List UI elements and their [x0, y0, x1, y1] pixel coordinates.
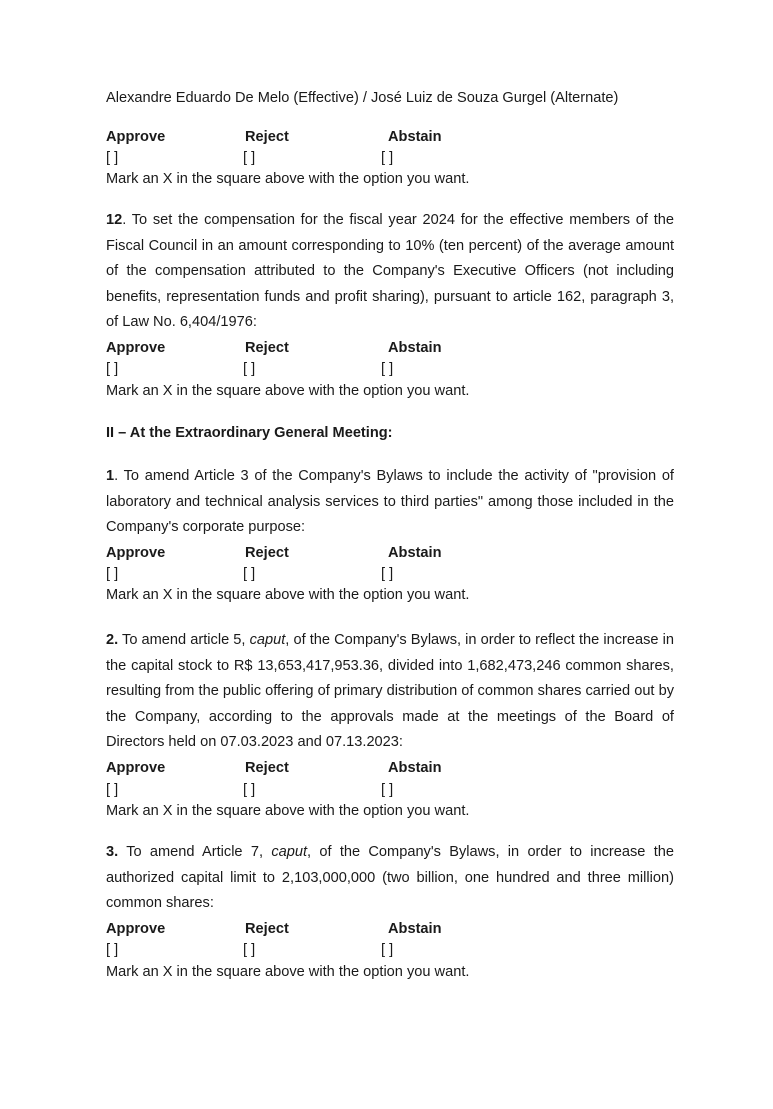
- approve-checkbox[interactable]: [ ]: [106, 150, 119, 166]
- vote-instruction: Mark an X in the square above with the option you want.: [106, 587, 470, 603]
- approve-label: Approve: [106, 340, 166, 356]
- item-text: To amend article 5,: [118, 632, 250, 648]
- reject-label: Reject: [245, 921, 289, 937]
- vote-instruction: Mark an X in the square above with the option you want.: [106, 171, 470, 187]
- abstain-label: Abstain: [388, 340, 442, 356]
- approve-checkbox[interactable]: [ ]: [106, 361, 119, 377]
- section-heading: II – At the Extraordinary General Meeting:: [106, 425, 393, 441]
- item-text-italic: caput: [249, 632, 286, 648]
- reject-label: Reject: [245, 545, 289, 561]
- approve-checkbox[interactable]: [ ]: [106, 942, 119, 958]
- reject-checkbox[interactable]: [ ]: [243, 150, 256, 166]
- approve-label: Approve: [106, 760, 166, 776]
- egm-item-2-paragraph: [106, 628, 674, 756]
- approve-label: Approve: [106, 545, 166, 561]
- item-text: . To set the compensation for the fiscal year 2024 for the effective members of the Fiscal Council in an amount corresponding to 10% (ten percent) of the average amount of the compensation attributed to the Company's Executive Officers (not including benefits, representation funds and profit sharing), pursuant to article 162, paragraph 3, of Law No. 6,404/1976:: [106, 212, 674, 330]
- item-text-italic: caput: [271, 844, 308, 860]
- vote-instruction: Mark an X in the square above with the option you want.: [106, 964, 470, 980]
- reject-checkbox[interactable]: [ ]: [243, 942, 256, 958]
- reject-label: Reject: [245, 760, 289, 776]
- item-number: 12: [106, 212, 123, 228]
- approve-checkbox[interactable]: [ ]: [106, 566, 119, 582]
- abstain-checkbox[interactable]: [ ]: [381, 782, 394, 798]
- approve-label: Approve: [106, 129, 166, 145]
- abstain-checkbox[interactable]: [ ]: [381, 361, 394, 377]
- egm-item-3-paragraph: [106, 840, 674, 917]
- approve-label: Approve: [106, 921, 166, 937]
- abstain-checkbox[interactable]: [ ]: [381, 150, 394, 166]
- reject-checkbox[interactable]: [ ]: [243, 782, 256, 798]
- item-number: 2.: [106, 632, 119, 648]
- reject-label: Reject: [245, 340, 289, 356]
- nominee-line: Alexandre Eduardo De Melo (Effective) / José Luiz de Souza Gurgel (Alternate): [106, 90, 619, 106]
- abstain-label: Abstain: [388, 129, 442, 145]
- item-text: To amend Article 7,: [118, 844, 272, 860]
- item-12-paragraph: [106, 208, 674, 336]
- item-number: 1: [106, 468, 115, 484]
- approve-checkbox[interactable]: [ ]: [106, 782, 119, 798]
- item-text: . To amend Article 3 of the Company's Bylaws to include the activity of "provision of laboratory and technical analysis services to third parties" among those included in the Company's corporate purpose:: [106, 468, 674, 535]
- reject-label: Reject: [245, 129, 289, 145]
- vote-instruction: Mark an X in the square above with the option you want.: [106, 383, 470, 399]
- abstain-label: Abstain: [388, 760, 442, 776]
- abstain-label: Abstain: [388, 545, 442, 561]
- abstain-checkbox[interactable]: [ ]: [381, 942, 394, 958]
- reject-checkbox[interactable]: [ ]: [243, 566, 256, 582]
- item-text: , of the Company's Bylaws, in order to increase the authorized capital limit to 2,103,000,000 (two billion, one hundred and three million) common shares:: [106, 844, 674, 911]
- vote-instruction: Mark an X in the square above with the option you want.: [106, 803, 470, 819]
- abstain-label: Abstain: [388, 921, 442, 937]
- abstain-checkbox[interactable]: [ ]: [381, 566, 394, 582]
- reject-checkbox[interactable]: [ ]: [243, 361, 256, 377]
- item-number: 3.: [106, 844, 119, 860]
- item-text: , of the Company's Bylaws, in order to reflect the increase in the capital stock to R$ 13,653,417,953.36, divided into 1,682,473,246 common shares, resulting from the public offering of primary distribution of common shares carried out by the Company, according to the approvals made at the meetings of the Board of Directors held on 07.03.2023 and 07.13.2023:: [106, 632, 674, 750]
- egm-item-1-paragraph: [106, 464, 674, 541]
